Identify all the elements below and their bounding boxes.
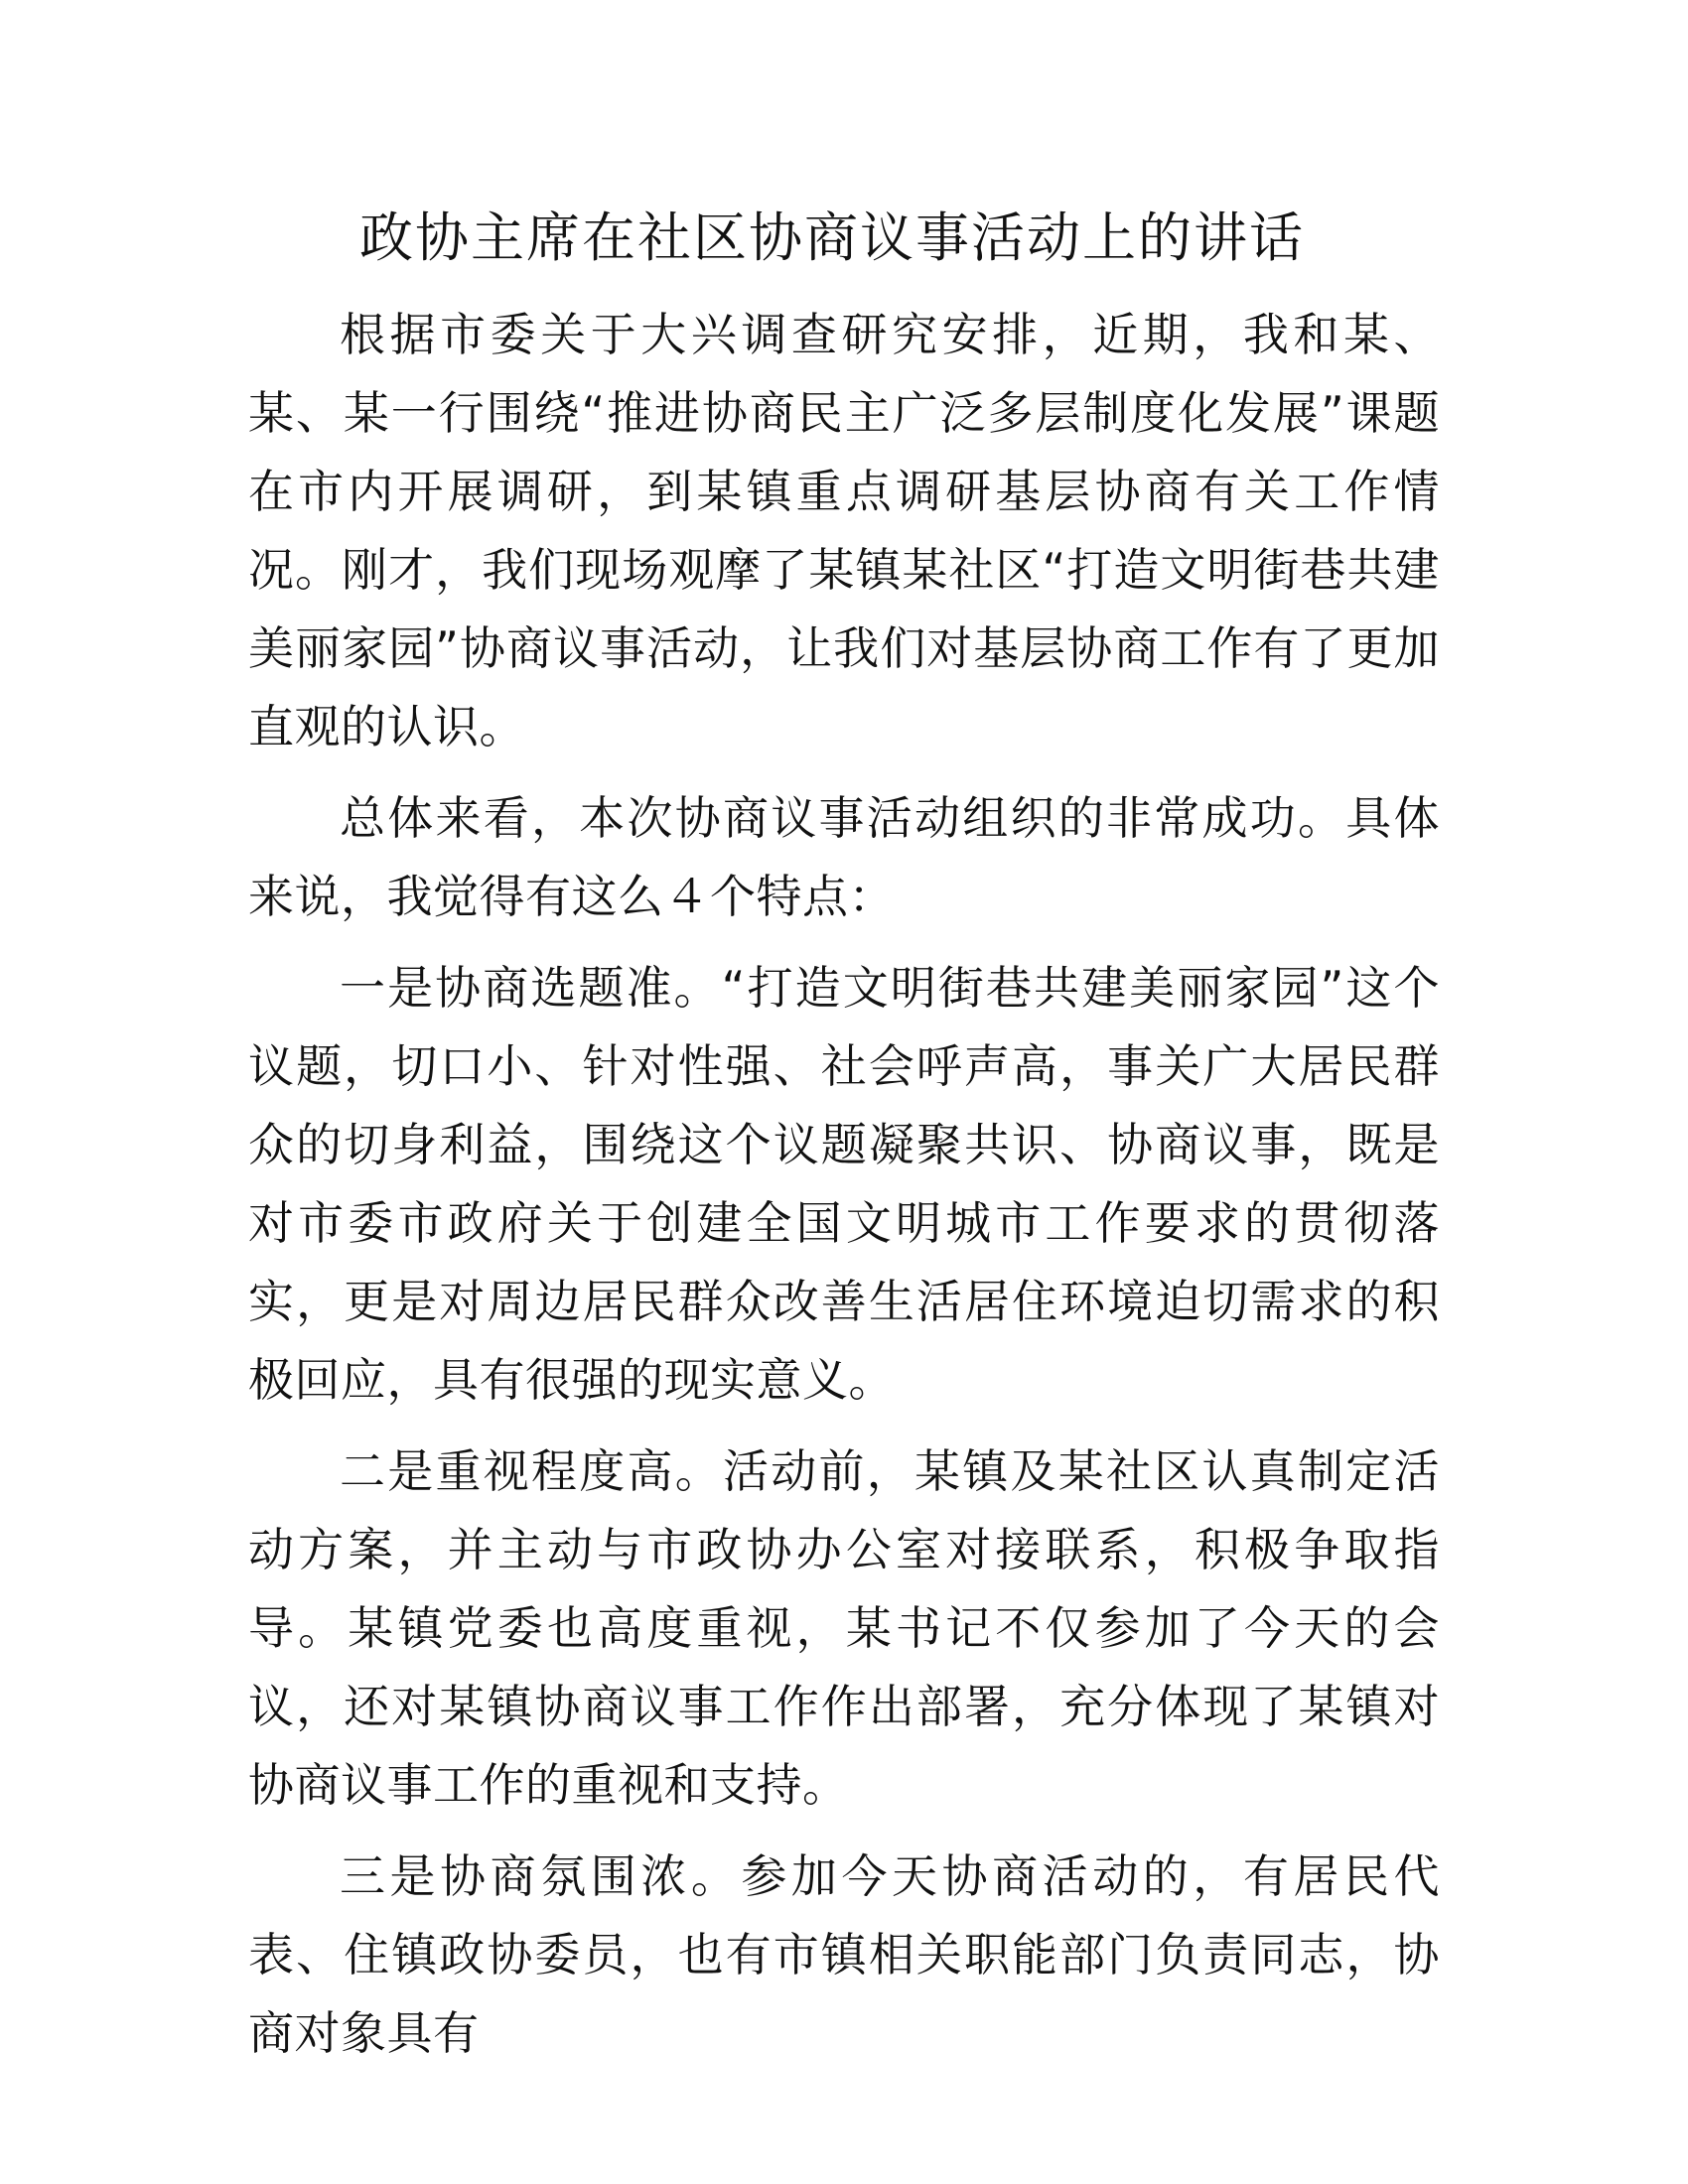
- document-page: [248, 199, 1440, 2086]
- paragraph-point-one: 一是协商选题准。“打造文明街巷共建美丽家园”这个议题，切口小、针对性强、社会呼声高，事关广大居民群众的切身利益，围绕这个议题凝聚共识、协商议事，既是对市委市政府关于创建全国文明城市工作要求的贯彻落实，更是对周边居民群众改善生活居住环境迫切需求的积极回应，具有很强的现实意义。: [248, 961, 1440, 1407]
- paragraph-point-three: 三是协商氛围浓。参加今天协商活动的，有居民代表、住镇政协委员，也有市镇相关职能部门负责同志，协商对象具有: [248, 1849, 1440, 2060]
- paragraph-overview: 总体来看，本次协商议事活动组织的非常成功。具体来说，我觉得有这么４个特点：: [248, 791, 1440, 923]
- paragraph-intro: 根据市委关于大兴调查研究安排，近期，我和某、某、某一行围绕“推进协商民主广泛多层制度化发展”课题在市内开展调研，到某镇重点调研基层协商有关工作情况。刚才，我们现场观摩了某镇某社区“打造文明街巷共建美丽家园”协商议事活动，让我们对基层协商工作有了更加直观的认识。: [248, 308, 1440, 753]
- paragraph-point-two: 二是重视程度高。活动前，某镇及某社区认真制定活动方案，并主动与市政协办公室对接联系，积极争取指导。某镇党委也高度重视，某书记不仅参加了今天的会议，还对某镇协商议事工作作出部署，充分体现了某镇对协商议事工作的重视和支持。: [248, 1444, 1440, 1812]
- document-title: 政协主席在社区协商议事活动上的讲话: [359, 206, 1305, 269]
